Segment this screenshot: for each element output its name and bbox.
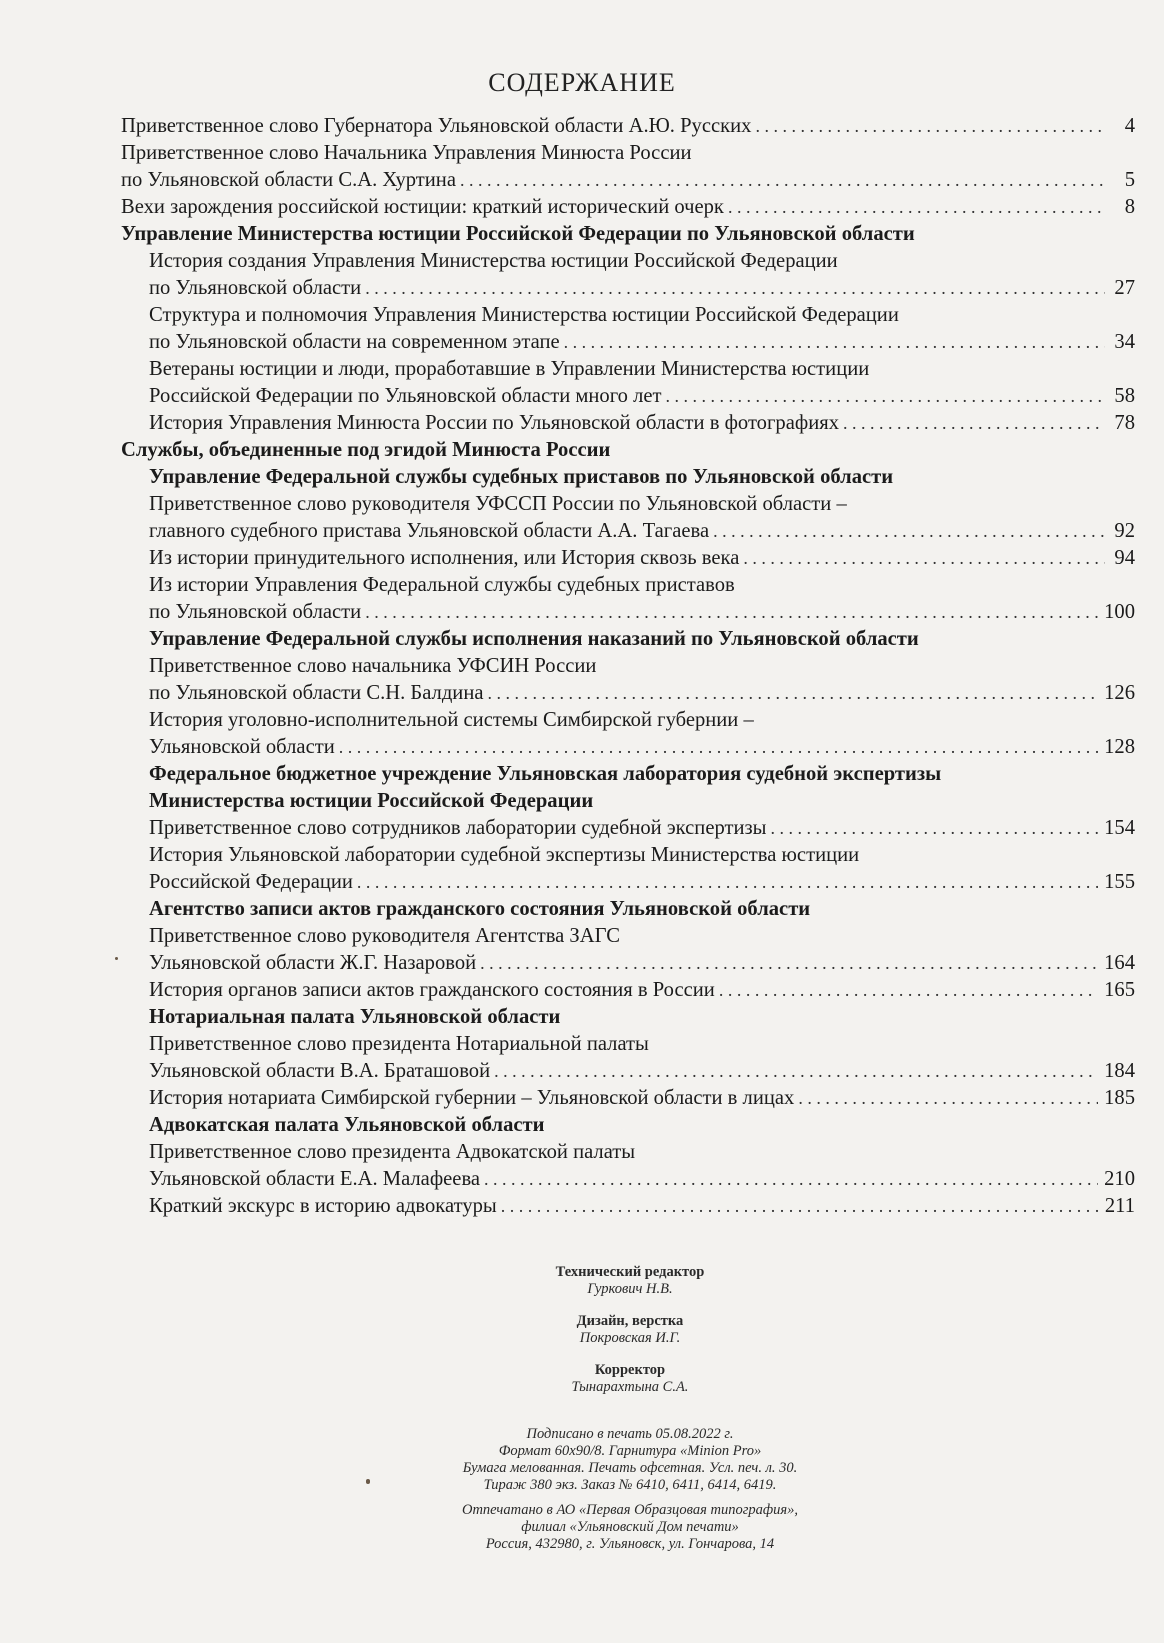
toc-page-number: 185 (1104, 1087, 1135, 1109)
toc-entry-text: Ульяновской области (149, 736, 335, 758)
dot-leader (339, 734, 1098, 761)
toc-entry (121, 113, 1135, 140)
dot-leader (771, 815, 1099, 842)
print-info-line: Бумага мелованная. Печать офсетная. Усл. печ. л. 30. (462, 1460, 798, 1476)
toc-section-heading (121, 761, 1135, 788)
toc-entry (121, 329, 1135, 356)
toc-entry-text: Федеральное бюджетное учреждение Ульяновская лаборатория судебной экспертизы (149, 763, 942, 785)
dot-leader (743, 545, 1105, 572)
toc-page-number: 27 (1114, 277, 1135, 299)
toc-entry (121, 491, 1135, 518)
toc-section-heading (121, 626, 1135, 653)
toc-entry-text: Агентство записи актов гражданского состояния Ульяновской области (149, 898, 811, 920)
dot-leader (494, 1058, 1098, 1085)
toc-entry (121, 1166, 1135, 1193)
toc-entry-text: Российской Федерации (149, 871, 353, 893)
toc-entry-text: История Управления Минюста России по Ульяновской области в фотографиях (149, 412, 839, 434)
toc-entry (121, 572, 1135, 599)
toc-page-number: 78 (1114, 412, 1135, 434)
toc-entry (121, 842, 1135, 869)
toc-entry-text: История органов записи актов гражданского состояния в России (149, 979, 715, 1001)
toc-entry-text: главного судебного пристава Ульяновской области А.А. Тагаева (149, 520, 710, 542)
toc-page-number: 165 (1104, 979, 1135, 1001)
toc-entry (121, 194, 1135, 221)
toc-entry (121, 1139, 1135, 1166)
dot-leader (460, 167, 1105, 194)
toc-entry-text: Приветственное слово Начальника Управления Минюста России (121, 142, 692, 164)
dot-leader (365, 599, 1098, 626)
toc-entry-text: История создания Управления Министерства юстиции Российской Федерации (149, 250, 838, 272)
dot-leader (365, 275, 1105, 302)
paper-speck (366, 1479, 370, 1484)
toc-entry (121, 734, 1135, 761)
toc-entry (121, 356, 1135, 383)
toc-page-number: 34 (1114, 331, 1135, 353)
toc-section-heading (121, 788, 1135, 815)
toc-entry-text: Из истории Управления Федеральной службы судебных приставов (149, 574, 735, 596)
toc-entry-text: История нотариата Симбирской губернии – Ульяновской области в лицах (149, 1087, 795, 1109)
toc-entry (121, 707, 1135, 734)
tech-editor-name: Гуркович Н.В. (587, 1281, 673, 1297)
design-name: Покровская И.Г. (579, 1330, 681, 1346)
toc-page-number: 100 (1104, 601, 1135, 623)
toc-entry-text: по Ульяновской области С.Н. Балдина (149, 682, 484, 704)
table-of-contents (121, 113, 1135, 1220)
toc-entry-text: Управление Федеральной службы судебных приставов по Ульяновской области (149, 466, 894, 488)
toc-section-heading (121, 1112, 1135, 1139)
toc-page-number: 126 (1104, 682, 1135, 704)
toc-entry-text: по Ульяновской области на современном этапе (149, 331, 560, 353)
toc-entry (121, 977, 1135, 1004)
toc-entry-text: Приветственное слово президента Нотариальной палаты (149, 1033, 649, 1055)
toc-entry-text: Структура и полномочия Управления Министерства юстиции Российской Федерации (149, 304, 899, 326)
toc-entry (121, 815, 1135, 842)
toc-page-number: 211 (1104, 1195, 1135, 1217)
toc-entry-text: Нотариальная палата Ульяновской области (149, 1006, 561, 1028)
toc-page-number: 8 (1124, 196, 1135, 218)
toc-entry-text: Приветственное слово руководителя Агентства ЗАГС (149, 925, 620, 947)
dot-leader (484, 1166, 1098, 1193)
dot-leader (487, 680, 1098, 707)
toc-entry-text: История уголовно-исполнительной системы Симбирской губернии – (149, 709, 754, 731)
toc-entry (121, 167, 1135, 194)
colophon (350, 1264, 910, 1553)
toc-entry-text: Ульяновской области Ж.Г. Назаровой (149, 952, 477, 974)
toc-entry (121, 1031, 1135, 1058)
print-info-line: Подписано в печать 05.08.2022 г. (526, 1426, 734, 1442)
toc-entry (121, 1193, 1135, 1220)
dot-leader (719, 977, 1098, 1004)
toc-page-number: 164 (1104, 952, 1135, 974)
dot-leader (564, 329, 1105, 356)
toc-section-heading (121, 437, 1135, 464)
toc-entry (121, 410, 1135, 437)
toc-entry-text: Ветераны юстиции и люди, проработавшие в Управлении Министерства юстиции (149, 358, 870, 380)
toc-section-heading (121, 464, 1135, 491)
toc-entry-text: Приветственное слово начальника УФСИН России (149, 655, 597, 677)
toc-entry-text: Приветственное слово президента Адвокатской палаты (149, 1141, 636, 1163)
toc-entry-text: Из истории принудительного исполнения, или История сквозь века (149, 547, 740, 569)
toc-entry (121, 680, 1135, 707)
toc-entry (121, 140, 1135, 167)
proofreader-role: Корректор (594, 1362, 666, 1378)
toc-entry-text: Приветственное слово руководителя УФССП России по Ульяновской области – (149, 493, 847, 515)
toc-page-number: 128 (1104, 736, 1135, 758)
proofreader-name: Тынарахтына С.А. (571, 1379, 689, 1395)
toc-page-number: 4 (1124, 115, 1135, 137)
toc-entry (121, 923, 1135, 950)
toc-entry (121, 275, 1135, 302)
toc-entry-text: Краткий экскурс в историю адвокатуры (149, 1195, 497, 1217)
dot-leader (666, 383, 1105, 410)
toc-entry-text: Управление Федеральной службы исполнения наказаний по Ульяновской области (149, 628, 919, 650)
toc-entry-text: по Ульяновской области (149, 277, 362, 299)
toc-entry (121, 1085, 1135, 1112)
dot-leader (755, 113, 1105, 140)
toc-entry-text: Управление Министерства юстиции Российской Федерации по Ульяновской области (121, 223, 915, 245)
page-title: СОДЕРЖАНИЕ (488, 68, 676, 97)
toc-entry (121, 869, 1135, 896)
dot-leader (798, 1085, 1098, 1112)
toc-page-number: 94 (1114, 547, 1135, 569)
printer-info-line: Россия, 432980, г. Ульяновск, ул. Гончарова, 14 (485, 1536, 775, 1552)
toc-entry (121, 599, 1135, 626)
dot-leader (480, 950, 1098, 977)
toc-page-number: 210 (1104, 1168, 1135, 1190)
toc-page-number: 5 (1124, 169, 1135, 191)
toc-entry-text: Российской Федерации по Ульяновской области много лет (149, 385, 662, 407)
dot-leader (843, 410, 1105, 437)
toc-entry (121, 302, 1135, 329)
toc-entry-text: Службы, объединенные под эгидой Минюста России (121, 439, 611, 461)
paper-speck (115, 957, 118, 960)
toc-page-number: 155 (1104, 871, 1135, 893)
printer-info-line: Отпечатано в АО «Первая Образцовая типография», (461, 1502, 799, 1518)
toc-entry (121, 518, 1135, 545)
print-info-line: Тираж 380 экз. Заказ № 6410, 6411, 6414, 6419. (483, 1477, 777, 1493)
toc-entry-text: Ульяновской области В.А. Браташовой (149, 1060, 491, 1082)
toc-entry-text: Адвокатская палата Ульяновской области (149, 1114, 545, 1136)
toc-entry-text: по Ульяновской области С.А. Хуртина (121, 169, 456, 191)
toc-entry (121, 950, 1135, 977)
toc-entry-text: по Ульяновской области (149, 601, 362, 623)
toc-page-number: 92 (1114, 520, 1135, 542)
toc-entry-text: Министерства юстиции Российской Федерации (149, 790, 594, 812)
dot-leader (713, 518, 1105, 545)
toc-entry (121, 1058, 1135, 1085)
toc-section-heading (121, 896, 1135, 923)
toc-entry-text: Приветственное слово сотрудников лаборатории судебной экспертизы (149, 817, 767, 839)
tech-editor-role: Технический редактор (555, 1264, 705, 1280)
toc-page-number: 58 (1114, 385, 1135, 407)
toc-entry-text: Приветственное слово Губернатора Ульяновской области А.Ю. Русских (121, 115, 752, 137)
design-role: Дизайн, верстка (576, 1313, 684, 1329)
toc-entry (121, 545, 1135, 572)
toc-section-heading (121, 1004, 1135, 1031)
toc-entry-text: Вехи зарождения российской юстиции: краткий исторический очерк (121, 196, 724, 218)
toc-entry (121, 653, 1135, 680)
dot-leader (728, 194, 1105, 221)
toc-entry (121, 383, 1135, 410)
toc-entry (121, 248, 1135, 275)
print-info-line: Формат 60х90/8. Гарнитура «Minion Pro» (498, 1443, 762, 1459)
toc-entry-text: Ульяновской области Е.А. Малафеева (149, 1168, 481, 1190)
toc-entry-text: История Ульяновской лаборатории судебной экспертизы Министерства юстиции (149, 844, 860, 866)
dot-leader (357, 869, 1098, 896)
toc-page-number: 154 (1104, 817, 1135, 839)
printer-info-line: филиал «Ульяновский Дом печати» (521, 1519, 739, 1535)
dot-leader (501, 1193, 1099, 1220)
toc-section-heading (121, 221, 1135, 248)
toc-page-number: 184 (1104, 1060, 1135, 1082)
